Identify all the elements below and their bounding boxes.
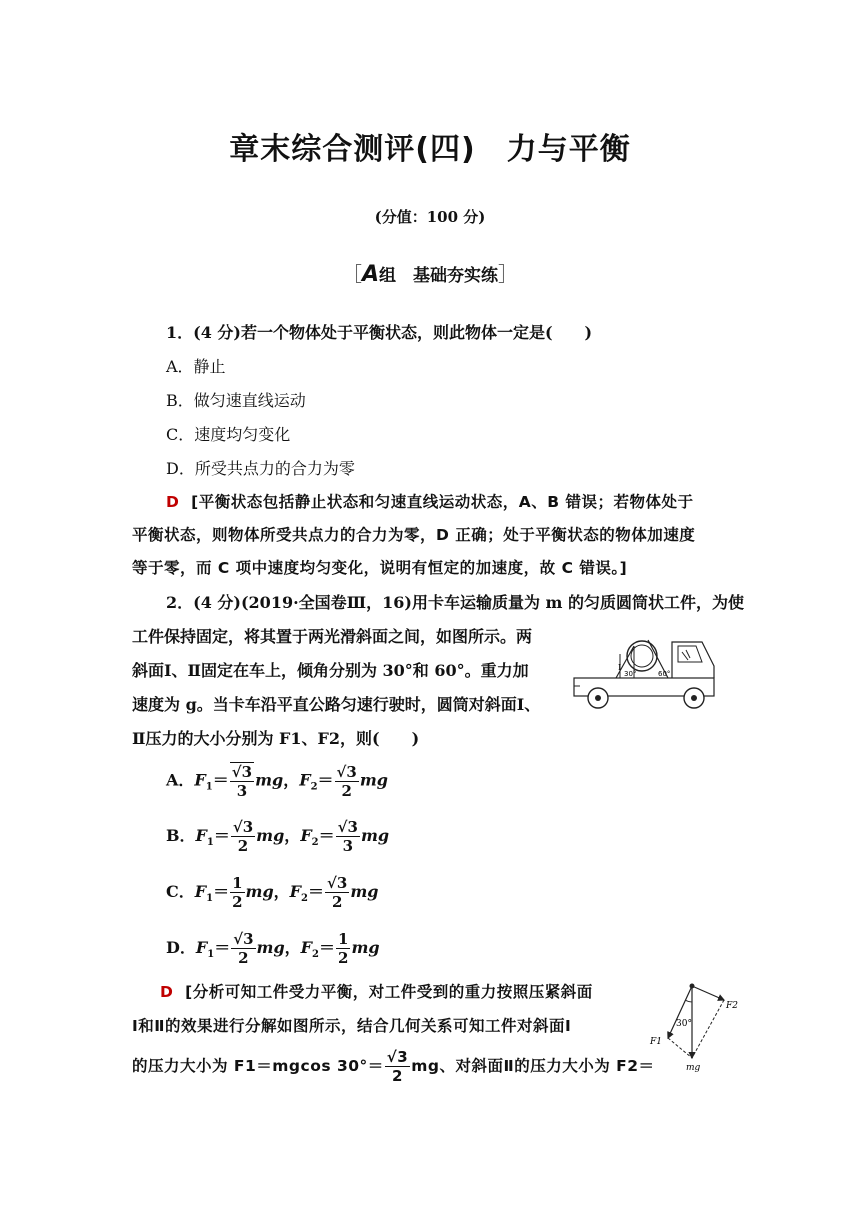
q2-c-mg-2: mg — [350, 882, 379, 901]
q1-option-d: D．所受共点力的合力为零 — [166, 459, 355, 478]
q2-explanation-text-3: 的压力大小为 F1＝mgcos 30°＝ — [132, 1057, 384, 1075]
q2-option-a-letter: A． — [166, 770, 195, 790]
q2-c-mg-1: mg — [245, 882, 274, 901]
angle-60-label: 60° — [658, 670, 671, 678]
q2-b-mg-1: mg — [256, 826, 285, 845]
q2-explanation-line-3 — [132, 1048, 654, 1085]
q1-explanation-line-2: 平衡状态，则物体所受共点力的合力为零，D 正确；处于平衡状态的物体加速度 — [132, 526, 696, 544]
q2-stem-line-5: Ⅱ压力的大小分别为 F1、F2，则( ) — [132, 729, 420, 748]
q2-d-f2-num: 1 — [338, 930, 349, 948]
q2-option-a: A．$F_1=$ $\frac{√3}{3}$ mg，$F_2=$ $\frac{√3}{2}$ mg — [166, 762, 388, 800]
q2-option-c: C．$F_1=$ $\frac{1}{2}$ mg，$F_2=$ $\frac{√3}{2}$ mg — [166, 874, 379, 911]
q2-answer: D — [160, 983, 174, 1001]
q2-b-mg-2: mg — [360, 826, 390, 845]
q2-b-f2-den: 3 — [342, 837, 354, 855]
q1-explanation-line-3: 等于零，而 C 项中速度均匀变化，说明有恒定的加速度，故 C 错误。] — [132, 559, 628, 577]
q2-explanation-line-1 — [160, 980, 593, 1002]
q2-a-f2-den: 2 — [341, 781, 352, 800]
q1-explanation-text-1: [平衡状态包括静止状态和匀速直线运动状态，A、B 错误；若物体处于 — [191, 493, 694, 511]
q2-b-f1-den: 2 — [237, 837, 249, 855]
q2-a-f1-den: 3 — [236, 782, 248, 800]
q1-option-c: C．速度均匀变化 — [166, 425, 291, 444]
angle-30-label: 30° — [624, 670, 637, 678]
force-diagram — [644, 978, 744, 1078]
q2-d-f2-den: 2 — [338, 949, 349, 967]
q1-explanation-line-1 — [166, 490, 693, 512]
group-open-bracket: ［ — [341, 262, 362, 286]
q2-a-f2-num: √3 — [336, 762, 357, 781]
q2-d-f1-den: 2 — [238, 949, 249, 967]
q2-c-f1-den: 2 — [232, 893, 243, 911]
q1-answer: D — [166, 493, 180, 511]
q2-option-d-letter: D． — [166, 938, 196, 957]
q2-option-b-letter: B． — [166, 826, 196, 845]
q2-c-f1-num: 1 — [232, 874, 243, 892]
truck-figure — [572, 632, 722, 714]
force-f2-label: F2 — [726, 1001, 738, 1011]
q1-option-b: B．做匀速直线运动 — [166, 391, 306, 410]
q2-a-mg-2: mg — [359, 770, 388, 790]
q2-c-f2-num: √3 — [327, 874, 348, 892]
page-title: 章末综合测评(四) 力与平衡 — [229, 132, 631, 167]
q2-expl-frac-num: √3 — [386, 1048, 409, 1066]
q2-explanation-line-2: Ⅰ和Ⅱ的效果进行分解如图所示，结合几何关系可知工件对斜面Ⅰ — [132, 1017, 572, 1035]
q2-expl-frac-den: 2 — [392, 1067, 403, 1085]
q2-option-d: D．$F_1=$ $\frac{√3}{2}$ mg，$F_2=$ $\frac{1}{2}$ mg — [166, 930, 380, 967]
score-note: (分值：100 分) — [374, 208, 486, 226]
force-angle-label: 30° — [676, 1019, 692, 1029]
q2-option-c-letter: C． — [166, 882, 195, 901]
group-heading — [0, 258, 860, 287]
q2-stem-line-4: 速度为 g。当卡车沿平直公路匀速行驶时，圆筒对斜面Ⅰ、 — [132, 695, 541, 714]
q1-stem: 1．(4 分)若一个物体处于平衡状态，则此物体一定是( ) — [166, 323, 593, 342]
q2-c-f2-den: 2 — [331, 893, 343, 911]
q2-a-mg-1: mg — [255, 770, 284, 790]
q2-stem-line-2: 工件保持固定，将其置于两光滑斜面之间，如图所示。两 — [132, 627, 533, 646]
q2-b-f1-num: √3 — [232, 818, 254, 836]
q2-d-f1-num: √3 — [233, 930, 254, 948]
q2-b-f2-num: √3 — [337, 818, 358, 836]
slope-1-label: Ⅰ — [618, 663, 622, 672]
group-label: 组 基础夯实练 — [379, 266, 499, 286]
q2-stem-line-3: 斜面Ⅰ、Ⅱ固定在车上，倾角分别为 30°和 60°。重力加 — [132, 661, 529, 680]
q2-explanation-text-1: [分析可知工件受力平衡，对工件受到的重力按照压紧斜面 — [185, 983, 593, 1001]
q2-stem-line-1: 2．(4 分)(2019·全国卷Ⅲ，16)用卡车运输质量为 m 的匀质圆筒状工件，为使 — [166, 593, 745, 612]
q2-explanation-text-4: mg、对斜面Ⅱ的压力大小为 F2＝ — [411, 1057, 655, 1075]
q1-option-a: A．静止 — [166, 357, 226, 376]
q2-option-b: B．$F_1=$ $\frac{√3}{2}$ mg，$F_2=$ $\frac{√3}{3}$ mg — [166, 818, 390, 855]
force-f1-label: F1 — [650, 1037, 662, 1047]
group-close-bracket: ］ — [498, 262, 519, 286]
q2-d-mg-1: mg — [256, 938, 285, 957]
q2-a-f1-num: √3 — [231, 763, 253, 781]
q2-d-mg-2: mg — [351, 938, 380, 957]
group-letter: A — [361, 262, 380, 287]
force-mg-label: mg — [686, 1063, 701, 1073]
